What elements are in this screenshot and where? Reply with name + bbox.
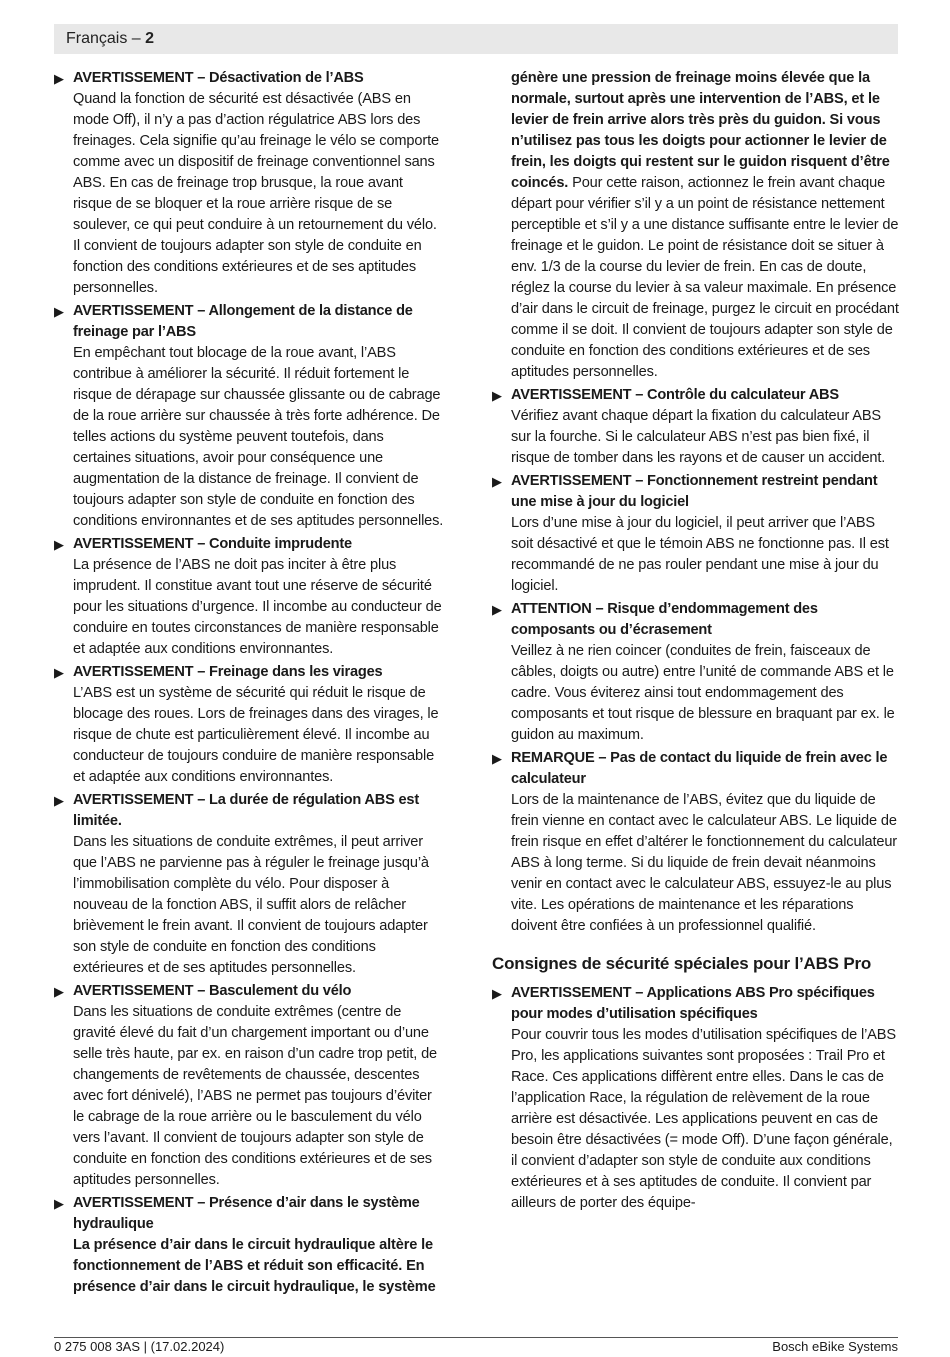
page-header — [54, 24, 898, 54]
continuation-bold-text: génère une pression de freinage moins élevée que la normale, surtout après une intervention de l’ABS, et le levier de frein arrive alors très près du guidon. Si vous n’utilisez pas tous les doigts pour actionner le levier de frein, les doigts qui restent sur le guidon risquent d’être coincés. — [511, 70, 890, 191]
warning-regulation-duration — [54, 790, 444, 979]
warning-title: AVERTISSEMENT – Basculement du vélo — [73, 983, 352, 999]
left-column — [54, 68, 444, 1300]
warning-body: La présence de l’ABS ne doit pas inciter à être plus imprudent. Il constitue avant tout une réserve de sécurité pour les situations d’urgence. Il incombe au conducteur de conduire en toutes circonstances de manière responsable et adaptée aux conditions environnantes. — [73, 557, 442, 657]
warning-body: Dans les situations de conduite extrêmes (centre de gravité élevé du fait d’un chargement important ou d’une selle très haute, par ex. en raison d’un cadre trop petit, de changements de revêtements de chaussée, descentes avec fort dénivelé), l’ABS ne permet pas toujours d’éviter le cabrage de la roue arrière ou le basculement du vélo vers l’avant. Il convient de toujours adapter son style de conduite en fonction des conditions extérieures et de ses aptitudes personnelles. — [73, 1004, 438, 1188]
warning-body: Lors de la maintenance de l’ABS, évitez que du liquide de frein vienne en contact avec le calculateur ABS. Le liquide de frein risque en effet d’altérer le fonctionnement du calculateur ABS à long terme. Si du liquide de frein devait néanmoins venir en contact avec le calculateur ABS, essuyez-le au plus vite. Les opérations de maintenance et les réparations doivent être confiées à un professionnel qualifié. — [511, 792, 898, 934]
warning-careless-riding — [54, 534, 444, 660]
warning-title: AVERTISSEMENT – Freinage dans les virages — [73, 664, 383, 680]
header-language: Français – — [66, 30, 146, 47]
warning-body: Quand la fonction de sécurité est désactivée (ABS en mode Off), il n’y a pas d’action régulatrice ABS lors des freinages. Cela signifie qu’au freinage le vélo se comporte comme avec un dispositif de freinage conventionnel sans ABS. En cas de freinage trop brusque, la roue avant risque de se bloquer et la roue arrière risque de se soulever, ce qui peut conduire à un retournement du vélo. Il convient de toujours adapter son style de conduite en fonction des conditions extérieures et de ses aptitudes personnelles. — [73, 91, 439, 296]
warning-braking-distance — [54, 301, 444, 532]
triangle-right-icon: ▶ — [492, 751, 502, 766]
warning-body: Lors d’une mise à jour du logiciel, il peut arriver que l’ABS soit désactivé et que le témoin ABS ne fonctionne pas. Il est recommandé de ne pas rouler pendant une mise à jour du logiciel. — [511, 515, 889, 594]
warning-body: Dans les situations de conduite extrêmes, il peut arriver que l’ABS ne parvienne pas à réguler le freinage jusqu’à l’immobilisation complète du vélo. Pour disposer à nouveau de la fonction ABS, il suffit alors de relâcher brièvement le frein avant. Il convient de toujours adapter son style de conduite en fonction des conditions extérieures et de ses aptitudes personnelles. — [73, 834, 429, 976]
warning-title: AVERTISSEMENT – Allongement de la distance de freinage par l’ABS — [73, 303, 413, 340]
triangle-right-icon: ▶ — [54, 71, 64, 86]
triangle-right-icon: ▶ — [54, 665, 64, 680]
warning-bike-tipping — [54, 981, 444, 1191]
footer-brand: Bosch eBike Systems — [772, 1339, 898, 1354]
continuation-text: Pour cette raison, actionnez le frein avant chaque départ pour vérifier s’il y a un point de résistance nettement perceptible et s’il y a une distance suffisante entre le levier de freinage et le guidon. Le point de résistance doit se situer à env. 1/3 de la course du levier de frein. En cas de doute, réglez la course du levier à sa valeur maximale. En présence d’air dans le circuit de freinage, purgez le circuit en procédant comme il se doit. Il convient de toujours adapter son style de conduite en fonction des conditions extérieures et de ses aptitudes personnelles. — [511, 175, 899, 380]
warning-software-update — [492, 471, 900, 597]
section-heading: Consignes de sécurité spéciales pour l’ABS Pro — [492, 954, 872, 973]
triangle-right-icon: ▶ — [54, 984, 64, 999]
warning-title: AVERTISSEMENT – Désactivation de l’ABS — [73, 70, 364, 86]
triangle-right-icon: ▶ — [54, 304, 64, 319]
triangle-right-icon: ▶ — [492, 986, 502, 1001]
right-column — [492, 68, 900, 1216]
warning-abs-deactivation — [54, 68, 444, 299]
note-brake-fluid — [492, 748, 900, 937]
warning-body: Veillez à ne rien coincer (conduites de frein, faisceaux de câbles, doigts ou autre) entre l’unité de commande ABS et le cadre. Vous éviterez ainsi tout endommagement des composants et tout risque de blessure en braquant par ex. le guidon au maximum. — [511, 643, 895, 743]
warning-cornering — [54, 662, 444, 788]
warning-body: La présence d’air dans le circuit hydraulique altère le fonctionnement de l’ABS et réduit son efficacité. En présence d’air dans le circuit hydraulique, le système — [73, 1237, 436, 1295]
warning-continuation — [492, 68, 900, 383]
triangle-right-icon: ▶ — [54, 1196, 64, 1211]
triangle-right-icon: ▶ — [54, 537, 64, 552]
warning-abs-pro-applications — [492, 983, 900, 1214]
warning-title: AVERTISSEMENT – Contrôle du calculateur ABS — [511, 387, 839, 403]
warning-title: ATTENTION – Risque d’endommagement des composants ou d’écrasement — [511, 601, 818, 638]
footer-document-id: 0 275 008 3AS | (17.02.2024) — [54, 1339, 225, 1354]
warning-title: AVERTISSEMENT – Conduite imprudente — [73, 536, 352, 552]
warning-title: AVERTISSEMENT – Présence d’air dans le système hydraulique — [73, 1195, 420, 1232]
warning-title: REMARQUE – Pas de contact du liquide de frein avec le calculateur — [511, 750, 888, 787]
header-page-number: 2 — [145, 30, 155, 47]
warning-abs-controller-check — [492, 385, 900, 469]
warning-body: En empêchant tout blocage de la roue avant, l’ABS contribue à améliorer la sécurité. Il réduit fortement le risque de dérapage sur chaussée glissante ou de cabrage de la roue arrière sur chaussée à très forte adhérence. De telles actions du système peuvent toutefois, dans certaines situations, avoir pour conséquence une augmentation de la distance de freinage. Il convient de toujours adapter son style de conduite en fonction des conditions environnantes et de ses aptitudes personnelles. — [73, 345, 444, 529]
warning-title: AVERTISSEMENT – Fonctionnement restreint pendant une mise à jour du logiciel — [511, 473, 878, 510]
warning-body: L’ABS est un système de sécurité qui réduit le risque de blocage des roues. Lors de freinages dans des virages, le risque de chute est particulièrement élevé. Il incombe au conducteur de toujours conduire de manière responsable et adaptée aux conditions environnantes. — [73, 685, 439, 785]
triangle-right-icon: ▶ — [492, 388, 502, 403]
triangle-right-icon: ▶ — [54, 793, 64, 808]
warning-title: AVERTISSEMENT – La durée de régulation ABS est limitée. — [73, 792, 419, 829]
warning-body: Pour couvrir tous les modes d’utilisation spécifiques de l’ABS Pro, les applications suivantes sont proposées : Trail Pro et Race. Ces applications diffèrent entre elles. Dans le cas de l’application Race, la régulation de relèvement de la roue arrière est désactivée. Les applications peuvent en cas de besoin être désactivées (= mode Off). D’une façon générale, il convient d’adapter son style de conduite aux conditions extérieures et à ses aptitudes de conduite. Il convient par ailleurs de porter des équipe- — [511, 1027, 896, 1211]
caution-component-damage — [492, 599, 900, 746]
warning-title: AVERTISSEMENT – Applications ABS Pro spécifiques pour modes d’utilisation spécifiques — [511, 985, 875, 1022]
footer-divider — [54, 1337, 898, 1338]
warning-air-in-hydraulics — [54, 1193, 444, 1298]
warning-body: Vérifiez avant chaque départ la fixation du calculateur ABS sur la fourche. Si le calculateur ABS n’est pas bien fixé, il risque de tomber dans les rayons et de causer un accident. — [511, 408, 886, 466]
triangle-right-icon: ▶ — [492, 602, 502, 617]
triangle-right-icon: ▶ — [492, 474, 502, 489]
